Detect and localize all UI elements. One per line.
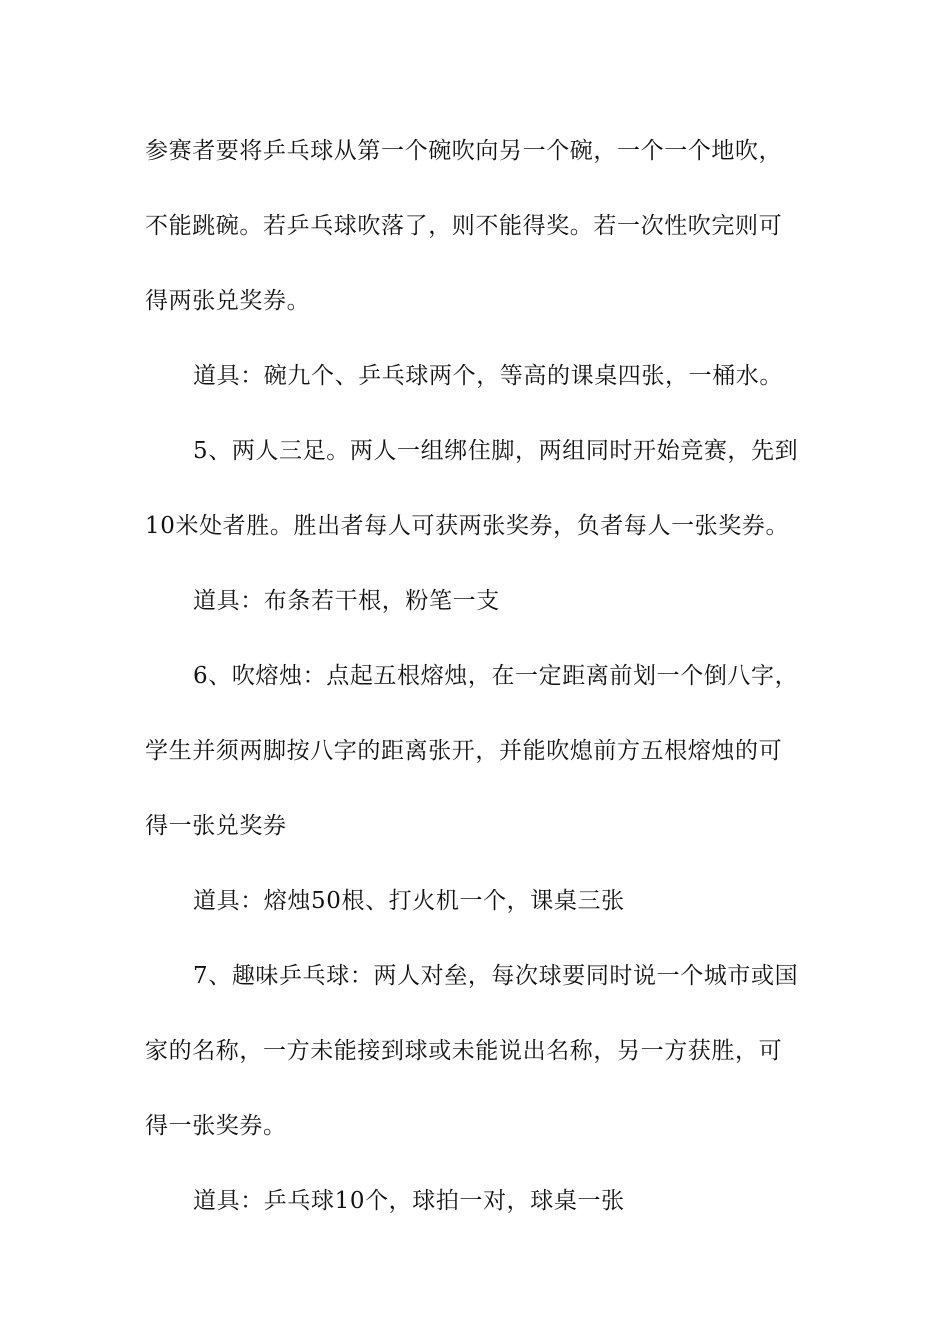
paragraph-line: 5、两人三足。两人一组绑住脚，两组同时开始竞赛，先到 — [193, 438, 799, 464]
paragraph-line: 参赛者要将乒乓球从第一个碗吹向另一个碗，一个一个地吹， — [145, 138, 783, 164]
paragraph-line: 10米处者胜。胜出者每人可获两张奖券，负者每人一张奖券。 — [145, 513, 790, 539]
paragraph-line: 得一张兑奖券 — [145, 813, 287, 839]
paragraph-line: 得两张兑奖券。 — [145, 288, 311, 314]
paragraph-line: 道具：乒乓球10个，球拍一对，球桌一张 — [193, 1188, 625, 1214]
paragraph-line: 道具：布条若干根，粉笔一支 — [193, 588, 500, 614]
paragraph-line: 不能跳碗。若乒乓球吹落了，则不能得奖。若一次性吹完则可 — [145, 213, 783, 239]
paragraph-line: 道具：熔烛50根、打火机一个，课桌三张 — [193, 888, 625, 914]
paragraph-line: 家的名称，一方未能接到球或未能说出名称，另一方获胜，可 — [145, 1038, 783, 1064]
paragraph-line: 7、趣味乒乓球：两人对垒，每次球要同时说一个城市或国 — [193, 963, 799, 989]
paragraph-line: 6、吹熔烛：点起五根熔烛，在一定距离前划一个倒八字， — [193, 663, 799, 689]
paragraph-line: 得一张奖券。 — [145, 1113, 287, 1139]
paragraph-line: 学生并须两脚按八字的距离张开，并能吹熄前方五根熔烛的可 — [145, 738, 783, 764]
paragraph-line: 道具：碗九个、乒乓球两个，等高的课桌四张，一桶水。 — [193, 363, 783, 389]
